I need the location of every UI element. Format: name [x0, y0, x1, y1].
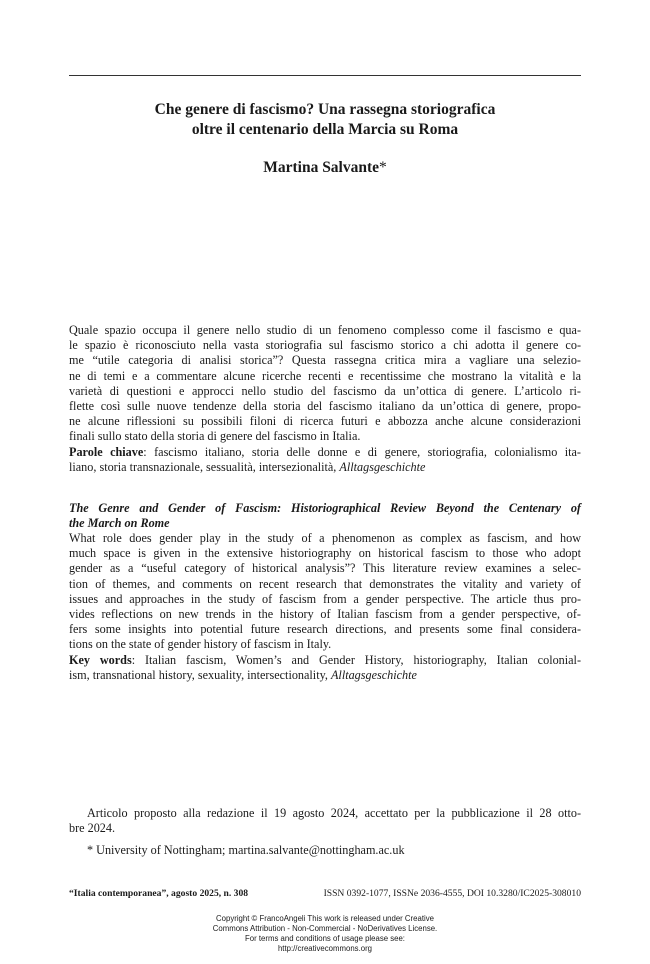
- abstract-en-line: issues and approaches in the study of fascism from a gender perspective. The article thus pro-: [69, 591, 581, 606]
- abstract-it-line: ne alcune riflessioni su possibili filoni di ricerca futuri e abbozza anche alcune considerazioni: [69, 414, 581, 429]
- license-notice: [0, 914, 650, 954]
- keywords-en-italic: Alltagsgeschichte: [330, 667, 417, 682]
- abstract-italian: [69, 323, 581, 475]
- abstract-en-line: vides reflections on new trends in the history of Italian fascism from a gender perspective, of-: [69, 607, 581, 622]
- author-footnote-marker: *: [379, 159, 387, 176]
- abstract-en-line: tion of themes, and comments on recent research that demonstrates the vitality and variety of: [69, 576, 581, 591]
- abstract-en-line: What role does gender play in the study of a phenomenon as complex as fascism, and how: [69, 531, 581, 545]
- license-line-2: Commons Attribution - Non-Commercial - NoDerivatives License.: [212, 924, 438, 933]
- keywords-en-line-2: [69, 668, 581, 683]
- affiliation-footnote: [69, 843, 581, 858]
- keywords-it-text-2: liano, storia transnazionale, sessualità, intersezionalità,: [69, 459, 340, 474]
- journal-citation: “Italia contemporanea”, agosto 2025, n. 308: [69, 888, 249, 899]
- keywords-it-line-2: [69, 460, 581, 475]
- identifiers: ISSN 0392-1077, ISSNe 2036-4555, DOI 10.3280/IC2025-308010: [323, 888, 581, 899]
- abstract-it-line: le spazio è riconosciuto nella vasta storiografia sul fascismo storico a chi adotta il genere co-: [69, 338, 581, 353]
- abstract-en-line: much space is given in the extensive historiography on historical fascism to those who adopt: [69, 546, 581, 561]
- article-title: [69, 100, 581, 140]
- abstract-en-line: fers some insights into potential future research directions, and presents some final considera-: [69, 622, 581, 637]
- abstract-english: [69, 531, 581, 683]
- keywords-it-label: Parole chiave: [69, 444, 144, 459]
- keywords-en-label: Key words: [69, 652, 132, 667]
- affiliation-text: * University of Nottingham; martina.salvante@nottingham.ac.uk: [87, 843, 405, 857]
- license-link[interactable]: http://creativecommons.org: [277, 944, 373, 953]
- keywords-it-italic: Alltagsgeschichte: [339, 459, 426, 474]
- header-rule: [69, 75, 581, 76]
- abstract-en-line: gender as a “useful category of historical analysis”? This literature review examines a selec-: [69, 561, 581, 576]
- abstract-it-line: me “utile categoria di analisi storica”? Questa rassegna critica mira a vagliare una selezio-: [69, 353, 581, 368]
- english-title-line-2: the March on Rome: [69, 516, 170, 531]
- article-title-line-1: Che genere di fascismo? Una rassegna storiografica: [154, 101, 496, 118]
- keywords-it-line-1: [69, 445, 581, 460]
- author: [69, 158, 581, 178]
- keywords-en-text-1: : Italian fascism, Women’s and Gender History, historiography, Italian colonial-: [131, 652, 581, 667]
- english-title: [69, 501, 581, 531]
- license-line-3: For terms and conditions of usage please see:: [245, 934, 405, 943]
- abstract-en-line: tions on the state of gender history of fascism in Italy.: [69, 637, 332, 652]
- submission-note-line-1: Articolo proposto alla redazione il 19 agosto 2024, accettato per la pubblicazione il 28 otto-: [87, 806, 581, 820]
- keywords-en-line-1: [69, 653, 581, 668]
- keywords-en-text-2: ism, transnational history, sexuality, intersectionality,: [69, 667, 331, 682]
- page-footer: [69, 888, 581, 900]
- abstract-it-line: ne di temi e a commentare alcune ricerche recenti e recentissime che mostrano la vitalità e la: [69, 368, 581, 383]
- license-line-1: Copyright © FrancoAngeli This work is released under Creative: [216, 914, 434, 923]
- article-title-line-2: oltre il centenario della Marcia su Roma: [191, 121, 459, 138]
- abstract-it-line: Quale spazio occupa il genere nello studio di un fenomeno complesso come il fascismo e qua-: [69, 323, 581, 337]
- abstract-it-line: finali sullo stato della storia di genere del fascismo in Italia.: [69, 429, 361, 444]
- abstract-it-line: varietà di questioni e approcci nello studio del fascismo da un’ottica di genere. L’articolo ri-: [69, 383, 581, 398]
- submission-note-line-2: bre 2024.: [69, 821, 116, 836]
- author-name: Martina Salvante: [263, 159, 380, 176]
- abstract-it-line: flette così sulle nuove tendenze della storia del fascismo italiano da un’ottica di genere, propo-: [69, 399, 581, 414]
- submission-note: [69, 806, 581, 836]
- english-title-line-1: The Genre and Gender of Fascism: Historiographical Review Beyond the Centenary of: [69, 501, 581, 515]
- keywords-it-text-1: : fascismo italiano, storia delle donne e di genere, storiografia, colonialismo ita-: [143, 444, 581, 459]
